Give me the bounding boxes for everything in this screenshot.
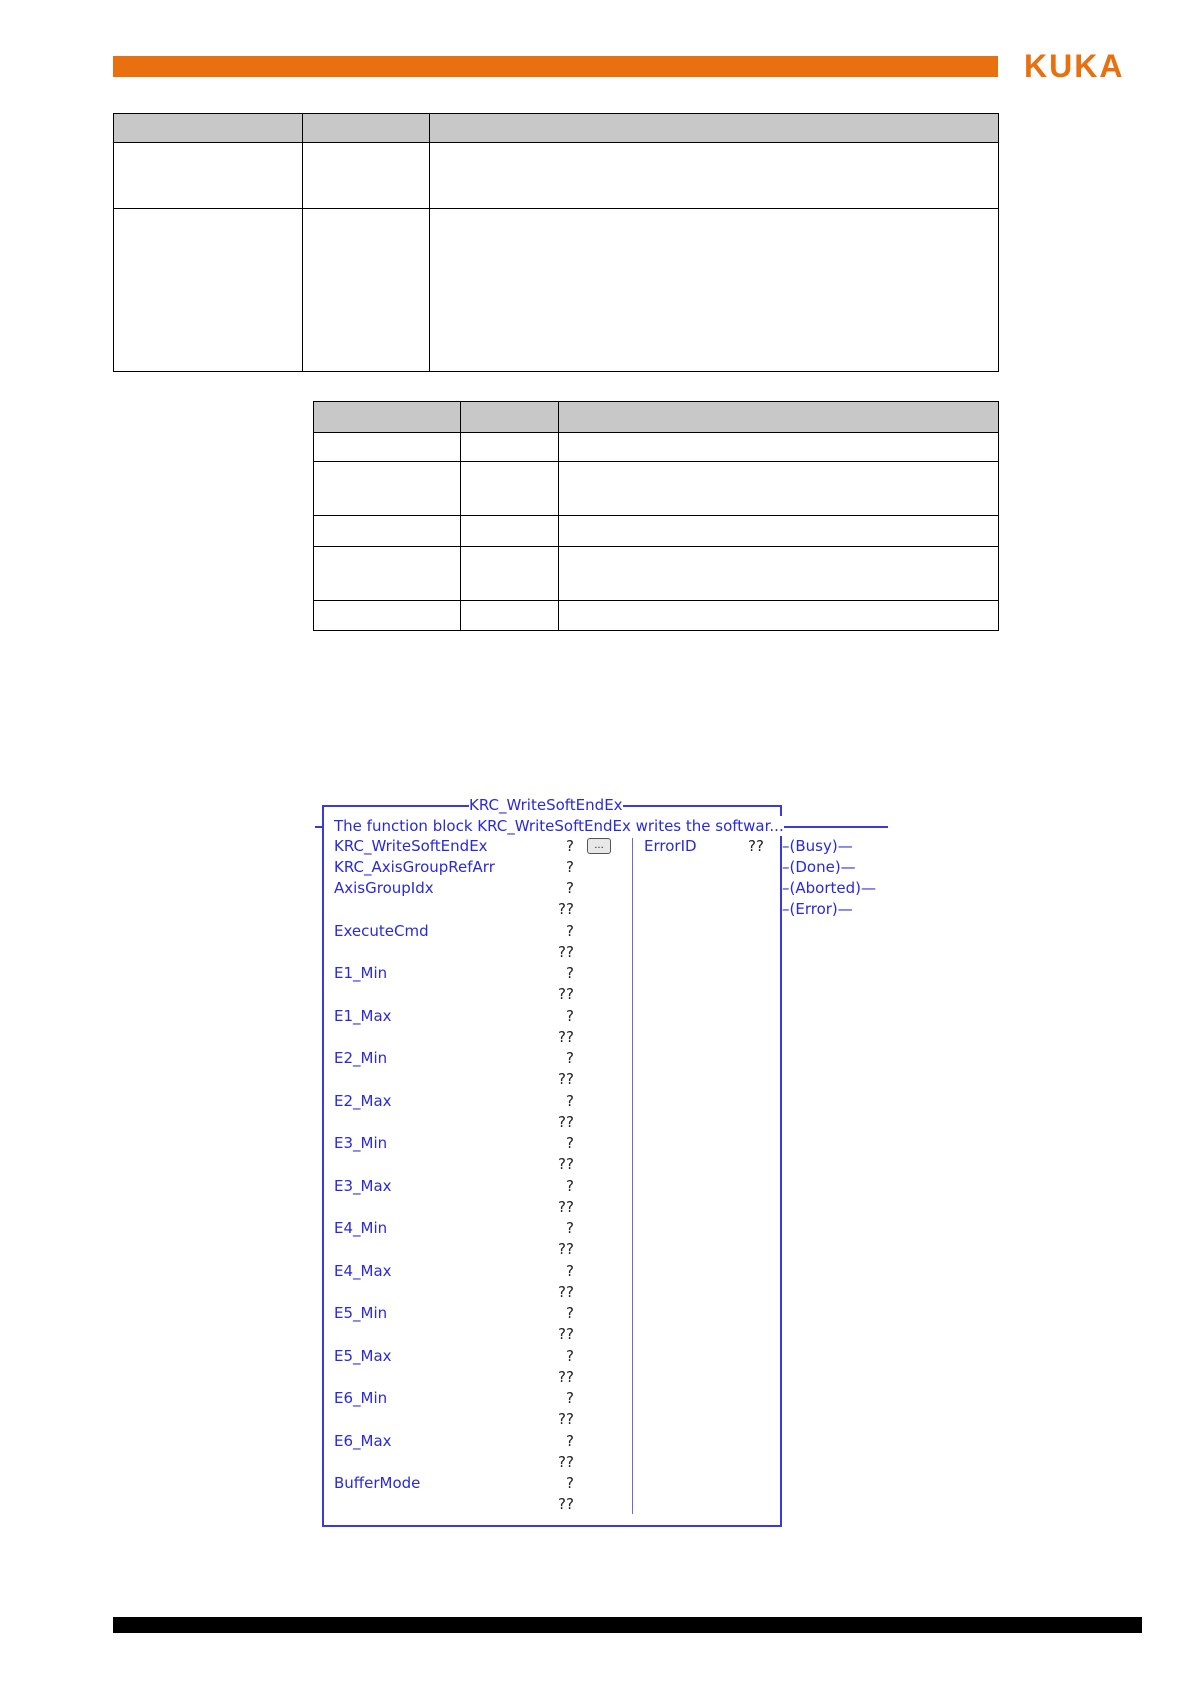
input-parameter-value[interactable]: ?	[566, 1007, 574, 1025]
input-parameter-name[interactable]: E4_Min	[334, 1219, 388, 1237]
table-header-cell	[461, 402, 559, 433]
input-parameter-value[interactable]: ?	[566, 1304, 574, 1322]
input-parameter-value[interactable]: ?	[566, 922, 574, 940]
input-parameter-current-value: ??	[558, 1113, 574, 1131]
input-parameter-name[interactable]: E3_Max	[334, 1177, 392, 1195]
input-parameter-name[interactable]: E5_Max	[334, 1347, 392, 1365]
input-parameter-current-value: ??	[558, 1368, 574, 1386]
table-cell	[461, 462, 559, 516]
input-parameter-value[interactable]: ?	[566, 837, 574, 855]
input-parameter-current-value: ??	[558, 1325, 574, 1343]
table-cell	[314, 462, 461, 516]
input-parameter-current-value: ??	[558, 1198, 574, 1216]
input-parameter-name[interactable]: E6_Max	[334, 1432, 392, 1450]
input-parameter-current-value: ??	[558, 1453, 574, 1471]
input-parameter-current-value: ??	[558, 1495, 574, 1513]
coil-connector: )—	[834, 858, 856, 876]
table-cell	[461, 547, 559, 601]
coil-busy[interactable]	[782, 836, 853, 856]
function-block-divider	[632, 838, 633, 1514]
table-cell	[314, 547, 461, 601]
input-parameter-name[interactable]: E1_Max	[334, 1007, 392, 1025]
table-cell	[314, 601, 461, 631]
table-header-cell	[303, 114, 430, 143]
coil-connector: )—	[831, 837, 853, 855]
input-parameter-current-value: ??	[558, 1240, 574, 1258]
coil-aborted[interactable]	[782, 878, 876, 898]
table-cell	[314, 516, 461, 547]
input-parameter-value[interactable]: ?	[566, 1347, 574, 1365]
table-cell	[114, 209, 303, 372]
input-parameter-current-value: ??	[558, 900, 574, 918]
input-parameter-name[interactable]: ExecuteCmd	[334, 922, 429, 940]
coil-connector: –(	[782, 879, 796, 897]
footer-bar	[113, 1617, 1142, 1633]
table-cell	[303, 209, 430, 372]
coil-connector: )—	[855, 879, 876, 897]
output-parameter-value: ??	[748, 837, 764, 855]
table-cell	[314, 433, 461, 462]
input-parameter-value[interactable]: ?	[566, 1389, 574, 1407]
table-header-cell	[114, 114, 303, 143]
input-parameter-value[interactable]: ?	[566, 1262, 574, 1280]
coil-label: Busy	[795, 837, 832, 855]
table-cell	[559, 433, 999, 462]
function-block-description: The function block KRC_WriteSoftEndEx writes the softwar...	[334, 817, 784, 835]
input-parameter-name[interactable]: KRC_WriteSoftEndEx	[334, 837, 488, 855]
input-parameter-name[interactable]: E2_Min	[334, 1049, 388, 1067]
input-parameter-value[interactable]: ?	[566, 858, 574, 876]
input-parameter-value[interactable]: ?	[566, 1432, 574, 1450]
parameter-table-2	[313, 401, 999, 631]
input-parameter-value[interactable]: ?	[566, 1474, 574, 1492]
input-parameter-value[interactable]: ?	[566, 1049, 574, 1067]
table-cell	[430, 143, 999, 209]
input-parameter-current-value: ??	[558, 1028, 574, 1046]
input-parameter-value[interactable]: ?	[566, 1134, 574, 1152]
input-parameter-name[interactable]: AxisGroupIdx	[334, 879, 434, 897]
table-header-cell	[559, 402, 999, 433]
input-parameter-name[interactable]: E5_Min	[334, 1304, 388, 1322]
table-cell	[559, 462, 999, 516]
input-parameter-current-value: ??	[558, 1410, 574, 1428]
input-parameter-name[interactable]: E3_Min	[334, 1134, 388, 1152]
input-parameter-value[interactable]: ?	[566, 879, 574, 897]
coil-done[interactable]	[782, 857, 856, 877]
input-parameter-current-value: ??	[558, 985, 574, 1003]
coil-error[interactable]	[782, 899, 853, 919]
output-rung-line	[781, 826, 888, 828]
table-cell	[559, 547, 999, 601]
input-parameter-value[interactable]: ?	[566, 1092, 574, 1110]
input-parameter-current-value: ??	[558, 1155, 574, 1173]
input-parameter-name[interactable]: E6_Min	[334, 1389, 388, 1407]
function-block-frame[interactable]	[322, 805, 782, 1527]
input-parameter-current-value: ??	[558, 1070, 574, 1088]
coil-label: Aborted	[795, 879, 856, 897]
input-parameter-name[interactable]: BufferMode	[334, 1474, 421, 1492]
coil-label: Error	[795, 900, 832, 918]
parameter-table-1	[113, 113, 999, 372]
table-cell	[461, 433, 559, 462]
input-parameter-value[interactable]: ?	[566, 1177, 574, 1195]
coil-connector: )—	[831, 900, 853, 918]
table-cell	[114, 143, 303, 209]
function-block-title: KRC_WriteSoftEndEx	[469, 796, 623, 814]
table-cell	[303, 143, 430, 209]
input-parameter-name[interactable]: E2_Max	[334, 1092, 392, 1110]
input-parameter-current-value: ??	[558, 943, 574, 961]
input-parameter-value[interactable]: ?	[566, 964, 574, 982]
coil-label: Done	[795, 858, 835, 876]
table-cell	[559, 516, 999, 547]
coil-connector: –(	[782, 858, 796, 876]
table-cell	[430, 209, 999, 372]
coil-connector: –(	[782, 837, 796, 855]
table-header-cell	[430, 114, 999, 143]
coil-connector: –(	[782, 900, 796, 918]
browse-button[interactable]: ...	[587, 838, 611, 854]
input-parameter-value[interactable]: ?	[566, 1219, 574, 1237]
table-cell	[461, 601, 559, 631]
table-cell	[559, 601, 999, 631]
kuka-logo: KUKA	[1024, 48, 1125, 84]
input-parameter-name[interactable]: E4_Max	[334, 1262, 392, 1280]
header-accent-bar	[113, 56, 998, 77]
input-parameter-name[interactable]: E1_Min	[334, 964, 388, 982]
input-parameter-current-value: ??	[558, 1283, 574, 1301]
table-cell	[461, 516, 559, 547]
input-parameter-name[interactable]: KRC_AxisGroupRefArr	[334, 858, 495, 876]
table-header-cell	[314, 402, 461, 433]
output-parameter-name: ErrorID	[644, 837, 697, 855]
